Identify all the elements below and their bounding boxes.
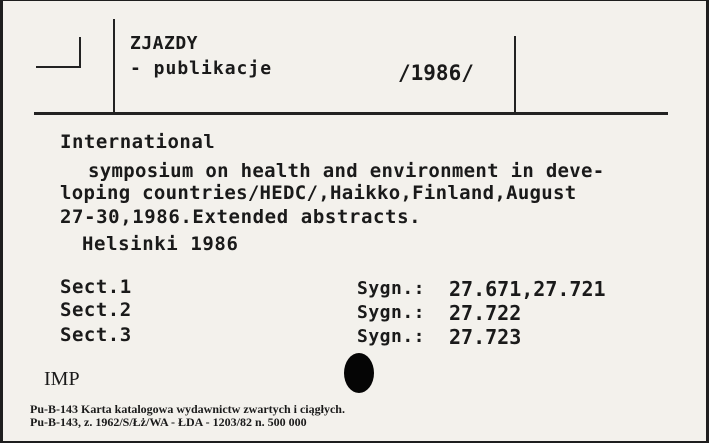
sygn-1-label: Sygn.: (357, 278, 426, 299)
sygn-1-value: 27.671,27.721 (449, 277, 606, 301)
punch-hole (344, 353, 374, 393)
header-divider-right (514, 36, 516, 113)
sygn-2-value: 27.722 (449, 301, 522, 325)
sect-1-label: Sect.1 (60, 276, 132, 298)
card-year: /1986/ (398, 61, 474, 85)
description-line-4: 27-30,1986.Extended abstracts. (60, 206, 422, 228)
description-line-2: symposium on health and environment in deve- (88, 160, 605, 182)
form-footer-line-1: Pu-B-143 Karta katalogowa wydawnictw zwartych i ciągłych. (30, 402, 345, 416)
sygn-2-label: Sygn.: (357, 302, 426, 323)
sygn-3-value: 27.723 (449, 325, 522, 349)
description-line-3: loping countries/HEDC/,Haikko,Finland,August (60, 182, 577, 204)
card-heading: ZJAZDY (130, 33, 199, 54)
sect-3-label: Sect.3 (60, 324, 132, 346)
catalog-card (3, 1, 706, 441)
sygn-3-label: Sygn.: (357, 326, 426, 347)
description-line-1: International (60, 131, 216, 153)
header-left-rule (79, 37, 81, 68)
header-divider-left (113, 19, 115, 113)
card-subheading: - publikacje (130, 58, 273, 79)
sect-2-label: Sect.2 (60, 299, 132, 321)
header-bottom-rule (34, 112, 668, 115)
description-line-5: Helsinki 1986 (82, 233, 239, 255)
header-left-tick (36, 66, 80, 68)
library-code: IMP (44, 368, 80, 390)
form-footer-line-2: Pu-B-143, z. 1962/S/Łż/WA - ŁDA - 1203/82 n. 500 000 (30, 415, 307, 429)
